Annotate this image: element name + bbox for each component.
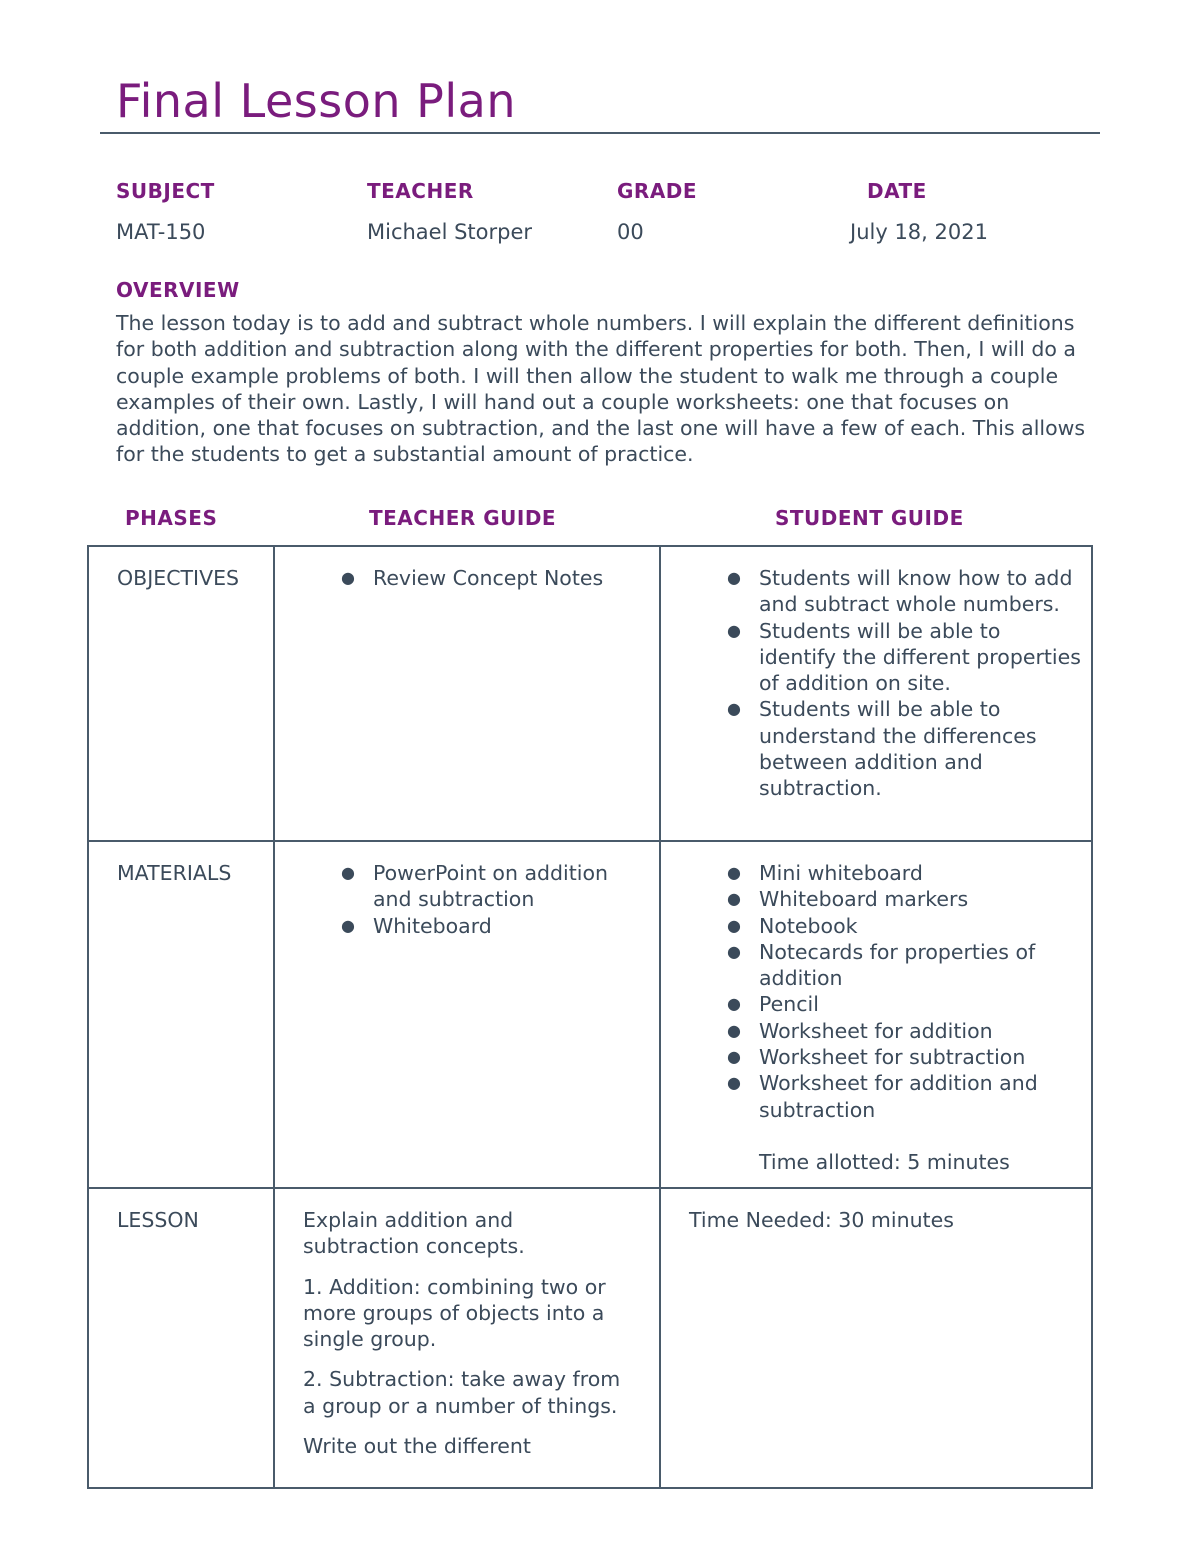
bullet-icon: ● [341,915,355,935]
list-item: ● Worksheet for addition and subtraction [727,1071,1038,1122]
list-item: ● Worksheet for subtraction [727,1045,1026,1070]
phase-materials: MATERIALS [88,841,274,1188]
list-item: ● Whiteboard markers [727,887,969,912]
lesson-paragraph: Write out the different [303,1434,531,1459]
subject-value: MAT-150 [116,220,206,244]
list-item: ● Students will know how to add and subtract whole numbers. [727,566,1073,617]
teacher-materials-list [275,860,659,939]
bullet-icon: ● [341,568,355,587]
student-guide-objectives [660,546,1092,841]
student-guide-materials [660,841,1092,1188]
bullet-icon: ● [727,889,741,909]
phase-lesson: LESSON [88,1188,274,1488]
bullet-icon: ● [727,1047,741,1067]
table-row-materials [88,841,1092,1188]
page-title: Final Lesson Plan [116,74,516,128]
student-guide-lesson [660,1188,1092,1488]
bullet-icon: ● [727,568,741,587]
bullet-icon: ● [727,994,741,1014]
teacher-value: Michael Storper [367,220,533,244]
list-item: ● Students will be able to understand the differences between addition and subtraction. [727,697,1037,801]
bullet-icon: ● [341,863,355,882]
lesson-plan-table [87,545,1093,1489]
table-row-objectives [88,546,1092,841]
time-needed: Time Needed: 30 minutes [689,1208,954,1232]
bullet-icon: ● [727,1073,741,1093]
subject-label: SUBJECT [116,179,215,203]
title-divider [100,132,1100,134]
list-item: ● PowerPoint on addition and subtraction [341,861,608,912]
date-value: July 18, 2021 [850,220,988,244]
lesson-paragraph: Explain addition and subtraction concepts. [303,1208,525,1259]
list-item: ● Worksheet for addition [727,1018,993,1043]
teacher-objectives-list [275,565,659,591]
table-row-lesson [88,1188,1092,1488]
bullet-icon: ● [727,699,741,719]
time-allotted: Time allotted: 5 minutes [759,1149,1010,1174]
bullet-icon: ● [727,915,741,935]
bullet-icon: ● [727,863,741,882]
list-item: ● Whiteboard [341,913,492,938]
list-item: ● Notebook [727,913,858,938]
teacher-guide-lesson [274,1188,660,1488]
list-item: ● Mini whiteboard [727,861,923,885]
teacher-guide-heading: TEACHER GUIDE [369,506,557,530]
grade-label: GRADE [617,179,698,203]
list-item: ● Students will be able to identify the different properties of addition on site. [727,618,1081,696]
overview-text: The lesson today is to add and subtract whole numbers. I will explain the different definitions for both addition and subtraction along with the different properties for both. Then, I will do a couple example problems of both. I will then allow the student to walk me through a couple examples of their own. Lastly, I will hand out a couple worksheets: one that focuses on addition, one that focuses on subtraction, and the last one will have a few of each. This allows for the students to get a substantial amount of practice. [116,311,1086,467]
teacher-guide-objectives [274,546,660,841]
bullet-icon: ● [727,620,741,640]
date-label: DATE [867,179,927,203]
lesson-paragraph: 1. Addition: combining two or more groups of objects into a single group. [303,1274,606,1352]
phases-heading: PHASES [125,506,218,530]
bullet-icon: ● [727,941,741,961]
student-materials-list [661,860,1091,1123]
list-item: ● Notecards for properties of addition [727,939,1036,991]
student-guide-heading: STUDENT GUIDE [775,506,964,530]
grade-value: 00 [617,220,644,244]
teacher-guide-materials [274,841,660,1188]
list-item: ● Pencil [727,992,819,1017]
phase-objectives: OBJECTIVES [88,546,274,841]
bullet-icon: ● [727,1020,741,1040]
overview-label: OVERVIEW [116,278,240,302]
list-item: ● Review Concept Notes [341,566,604,590]
student-objectives-list [661,565,1091,802]
teacher-label: TEACHER [367,179,474,203]
lesson-paragraph: 2. Subtraction: take away from a group or a number of things. [303,1367,621,1418]
